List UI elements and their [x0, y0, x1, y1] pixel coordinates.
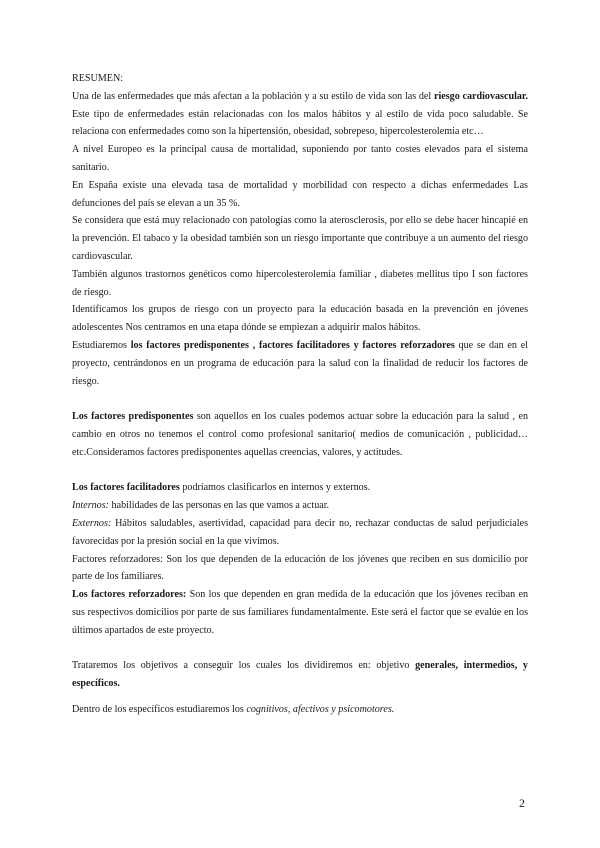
paragraph-risk-groups: Identificamos los grupos de riesgo con un proyecto para la educación basada en la prevención en jóvenes adolescentes Nos centramos en una etapa dónde se empiezan a adquirir malos hábitos. — [72, 304, 528, 334]
paragraph-intro — [72, 88, 528, 141]
paragraph-text: Dentro de los específicos estudiaremos los — [72, 703, 247, 715]
paragraph-reinforcing — [72, 586, 528, 639]
paragraph-text: Estudiaremos — [72, 339, 131, 351]
paragraph-study — [72, 337, 528, 390]
paragraph-text: Son los que dependen en gran medida de la educación que los jóvenes reciban en sus respectivos domicilios por parte de sus familiares fundamentalmente. Este será el factor que se evalúe en los últimos apartados de este proyecto. — [72, 589, 528, 636]
paragraph-prevention: Se considera que está muy relacionado con patologías como la aterosclerosis, por ello se debe hacer hincapié en la prevención. El tabaco y la obesidad también son un riesgo importante que contribuye a un aumento del riesgo cardiovascular. — [72, 215, 528, 262]
section-heading: RESUMEN: — [72, 73, 124, 84]
italic-term: Internos: — [72, 500, 110, 512]
spacer — [72, 693, 528, 701]
bold-term: Los factores facilitadores — [72, 482, 180, 494]
paragraph-text: Hábitos saludables, asertividad, capacidad para decir no, rechazar conductas de salud perjudiciales favorecidas por la presión social en la que vivimos. — [72, 517, 528, 547]
bold-term: los factores predisponentes , factores facilitadores y factores reforzadores — [130, 339, 455, 351]
bold-term: Los factores reforzadores: — [72, 589, 187, 601]
paragraph-facilitating — [72, 479, 528, 497]
paragraph-europe: A nivel Europeo es la principal causa de mortalidad, suponiendo por tanto costes elevados para el sistema sanitario. — [72, 144, 528, 173]
bold-term: Los factores predisponentes — [72, 411, 194, 423]
spacer — [72, 462, 528, 480]
document-body — [72, 70, 528, 719]
paragraph-genetic: También algunos trastornos genéticos como hipercolesterolemia familiar , diabetes mellitus tipo I son factores de riesgo. — [72, 268, 528, 298]
spacer — [72, 390, 528, 408]
paragraph-spain: En España existe una elevada tasa de mortalidad y morbilidad con respecto a dichas enfermedades Las defunciones del país se elevan a un 35 %. — [72, 179, 528, 209]
italic-term: cognitivos, afectivos y psicomotores. — [246, 703, 395, 715]
paragraph-text: Trataremos los objetivos a conseguir los cuales los dividiremos en: objetivo — [72, 660, 416, 672]
paragraph-text: habilidades de las personas en las que vamos a actuar. — [109, 500, 330, 512]
italic-term: Externos: — [72, 517, 112, 529]
bold-term: generales, intermedios, y específicos. — [72, 660, 528, 690]
paragraph-text: podríamos clasificarlos en internos y externos. — [179, 482, 371, 494]
paragraph-text: Una de las enfermedades que más afectan a la población y a su estilo de vida son las del — [72, 90, 434, 102]
paragraph-internal — [72, 497, 528, 515]
paragraph-text: son aquellos en los cuales podemos actuar sobre la educación para la salud , en cambio en otros no tenemos el control como profesional sanitario( medios de comunicación , publicidad… etc.Consideramos factores predisponentes aquellas creencias, valores, y actitudes. — [72, 411, 528, 458]
paragraph-reinforcing-plain: Factores reforzadores: Son los que dependen de la educación de los jóvenes que reciben en sus domicilio por parte de los familiares. — [72, 553, 528, 583]
paragraph-objectives — [72, 657, 528, 693]
paragraph-predisposing — [72, 408, 528, 461]
paragraph-text: que se dan en el proyecto, centrándonos en un programa de educación para la salud con la finalidad de reducir los factores de riesgo. — [72, 339, 528, 387]
paragraph-text: Este tipo de enfermedades están relacionadas con los malos hábitos y al estilo de vida poco saludable. Se relaciona con enfermedades como son la hipertensión, obesidad, sobrepeso, hipercolesterolemia etc… — [72, 108, 528, 138]
page-number: 2 — [519, 796, 525, 810]
bold-term: riesgo cardiovascular. — [433, 90, 529, 102]
paragraph-specific — [72, 701, 528, 719]
spacer — [72, 640, 528, 658]
paragraph-external — [72, 515, 528, 551]
